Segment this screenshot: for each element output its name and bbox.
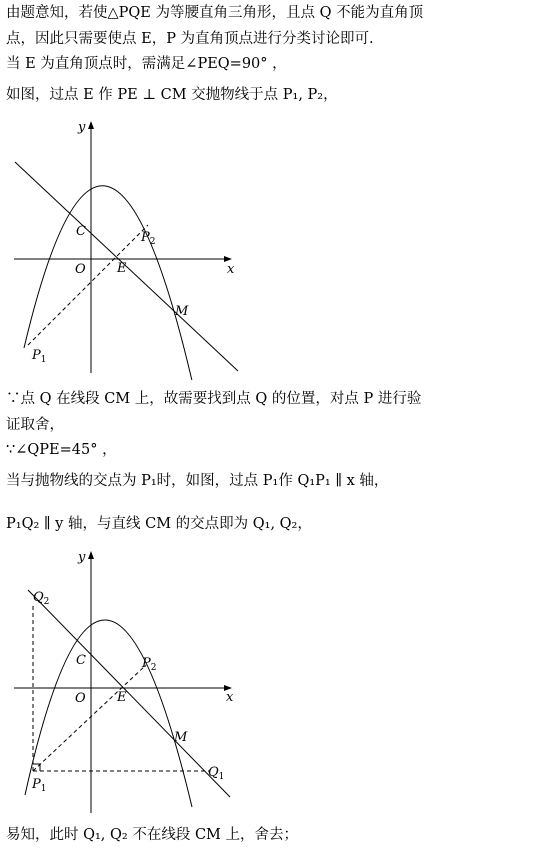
label-q2: $Q_2$ (33, 590, 50, 607)
label-p1: $P_1$ (32, 348, 47, 365)
line-p1-p2 (33, 665, 146, 771)
text-line-7: ∵∠QPE=45° ， (6, 442, 117, 458)
label-x: x (227, 262, 235, 277)
label-q1: $Q_1$ (208, 765, 225, 782)
label-e: E (117, 690, 127, 705)
text-line-10: 易知，此时 Q₁, Q₂ 不在线段 CM 上，舍去； (6, 827, 298, 843)
label-m: M (175, 304, 189, 319)
parabola (25, 620, 192, 807)
text-line-2: 点，因此只需要使点 E，P 为直角顶点进行分类讨论即可. (6, 31, 374, 47)
label-c: C (76, 653, 86, 668)
line-cm (28, 590, 230, 797)
label-c: C (76, 224, 86, 239)
label-y: y (78, 120, 86, 135)
text-line-8: 当与抛物线的交点为 P₁时，如图，过点 P₁作 Q₁P₁ ∥ x 轴， (6, 473, 389, 489)
text-line-6: 证取舍， (6, 417, 64, 433)
text-line-9: P₁Q₂ ∥ y 轴，与直线 CM 的交点即为 Q₁, Q₂， (6, 516, 312, 532)
figure-1-diagram (0, 115, 260, 380)
parabola (24, 186, 193, 380)
label-y: y (78, 550, 86, 565)
label-p2: $P_2$ (141, 230, 156, 247)
y-axis-arrow (88, 121, 94, 129)
text-line-3: 当 E 为直角顶点时，需满足∠PEQ=90° ， (6, 56, 287, 72)
label-o: O (75, 262, 86, 277)
figure-2-diagram (0, 545, 260, 815)
label-e: E (117, 261, 127, 276)
label-m: M (174, 730, 188, 745)
line-p1-p2 (28, 225, 148, 345)
label-x: x (226, 690, 234, 705)
label-p2: $P_2$ (142, 656, 157, 673)
line-cm (15, 162, 238, 371)
text-line-4: 如图，过点 E 作 PE ⊥ CM 交抛物线于点 P₁, P₂， (6, 87, 338, 103)
label-o: O (75, 691, 86, 706)
text-line-1: 由题意知，若使△PQE 为等腰直角三角形，且点 Q 不能为直角顶 (6, 5, 424, 21)
y-axis-arrow (88, 551, 94, 559)
text-line-5: ∵点 Q 在线段 CM 上，故需要找到点 Q 的位置，对点 P 进行验 (6, 391, 422, 407)
label-p1: $P_1$ (32, 777, 47, 794)
